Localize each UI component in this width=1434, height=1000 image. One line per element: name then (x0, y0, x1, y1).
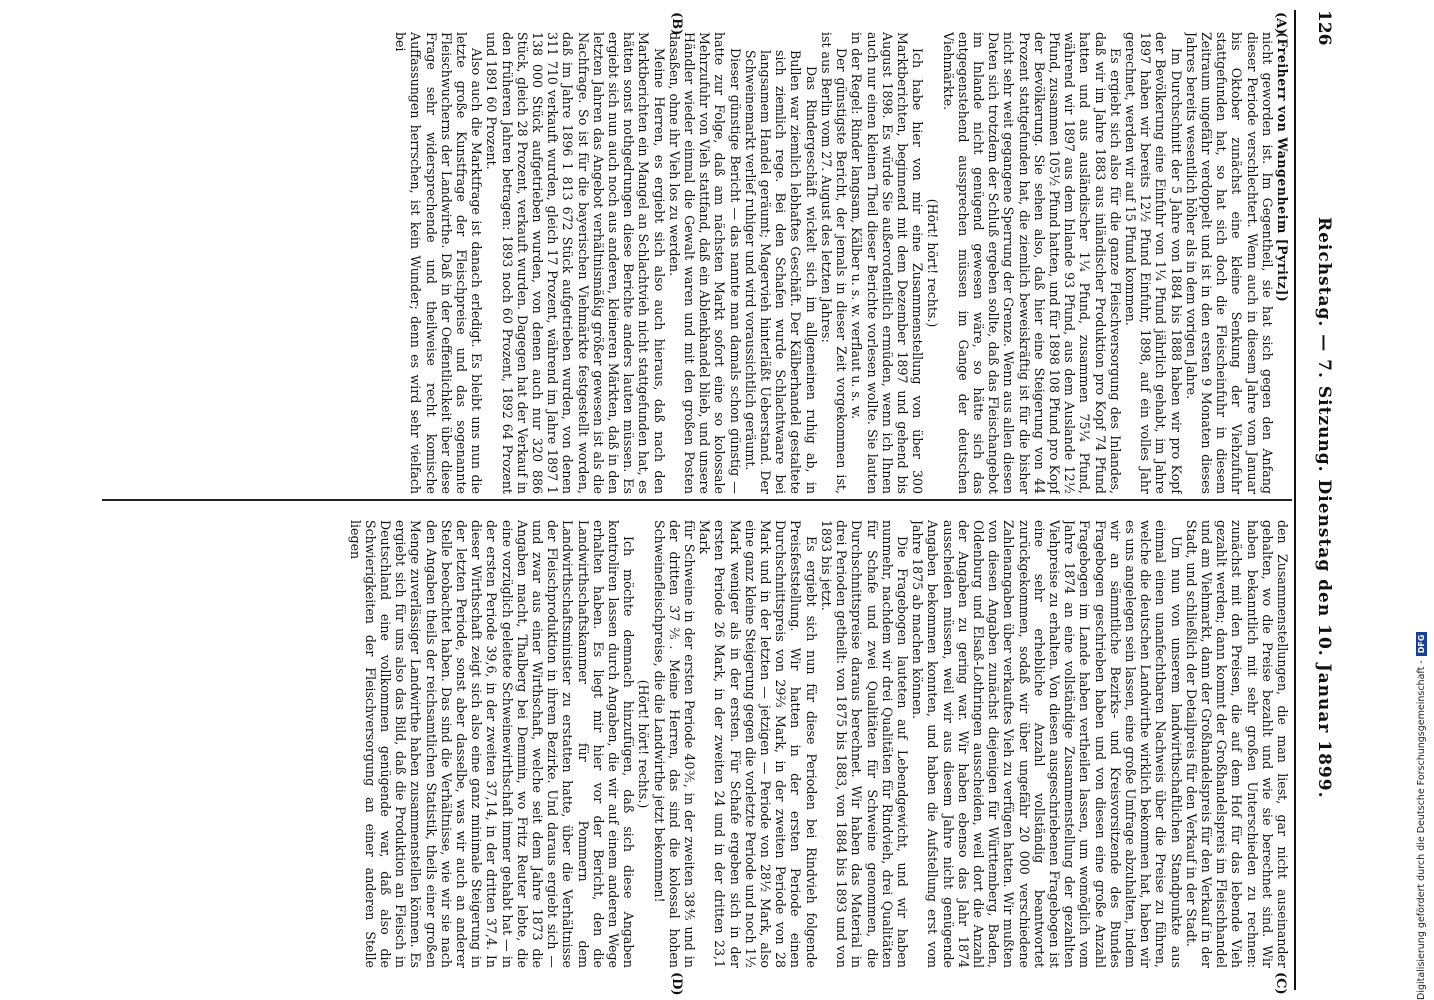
digitization-footer (1416, 632, 1427, 1000)
page-number: 126 (1314, 10, 1334, 46)
interjection: (Hört! hört! rechts.) (925, 198, 941, 328)
footer-text: Digitalisierung gefördert durch die Deutsche Forschungsgemeinschaft - (1416, 660, 1427, 1000)
paragraph: Ich habe hier von mir eine Zusammenstellung von über 300 Marktberichten, beginnend mit dem Dezember 1897 und gehend bis August 1898. Es würde Sie außerordentlich ermüden, wenn ich Ihnen auch nur einen kleinen Theil dieser Berichte vorlesen wollte. Sie lauten in der Regel: Rinder langsam, Kälber u. s. w. verflaut u. s. w. (849, 32, 926, 494)
paragraph: Im Durchschnitt der 5 Jahre von 1884 bis 1888 haben wir pro Kopf der Bevölkerung eine Einfuhr von 1¼ Pfund jährlich gehabt, im Jahre 1897 haben wir bereits 12½ Pfund Einfuhr, 1898, auf ein volles Jahr gerechnet, werden wir auf 15 Pfund kommen. (1122, 32, 1184, 494)
paragraph: Der günstigste Bericht, der jemals in dieser Zeit vorgekommen ist, ist aus Berlin vom 27. August des letzten Jahres: (818, 32, 850, 494)
document-page (44, 10, 1344, 996)
dfg-logo: DFG (1416, 632, 1427, 657)
paragraph: Um nun von unserem landwirthschaftlichen Standpunkte aus einmal einen unanfechtbaren Nachweis über die Preise zu führen, welche die deutschen Landwirthe wirklich bekommen hat, haben wir es uns angelegen sein lassen, eine große Umfrage abzuhalten, indem wir an sämmtliche Bezirks- und Kreisvorsitzende des Bundes Fragebogen geschrieben haben und von diesen eine große Anzahl Fragebogen im Lande haben vertheilen lassen, um womöglich vom Jahre 1874 an eine vollständige Zusammenstellung der gezahlten Viehpreise zu erhalten. Von diesen ausgeschriebenen Fragebogen ist eine sehr erhebliche Anzahl vollständig beantwortet zurückgekommen, sodaß wir über ungefähr 20 000 verschiedene Zahlenangaben über verkauftes Vieh zu verfügen hatten. Wir mußten von diesen Angaben zunächst diejenigen für Württemberg, Baden, Oldenburg und Elsaß-Lothringen ausscheiden, weil dort die Anzahl der Angaben zu gering war. Wir haben ebenso das Jahr 1874 ausscheiden müssen, weil wir aus diesem Jahre nicht genügende Angaben bekommen konnten, und haben die Aufstellung erst vom Jahre 1875 ab machen können. (910, 520, 1184, 968)
right-column (100, 520, 1290, 968)
quoted-report: Das Rindergeschäft wickelt sich im allgemeinen ruhig ab, in Bullen war ziemlich lebhaftes Geschäft. Der Kälberhandel gestaltete sich ziemlich rege. Bei den Schafen wurde Schlachtwaare bei langsamem Handel geräumt; Magervieh hinterläßt Ueberstand. Der Schweinemarkt verlief ruhiger und wird voraussichtlich geräumt. (742, 50, 819, 494)
paragraph: nicht geworden ist. Im Gegentheil, sie hat sich gegen den Anfang dieser Periode verschlechtert. Wenn auch in diesem Jahre vom Januar bis Oktober zunächst eine kleine Senkung der Viehzufuhr stattgefunden hat, so hat sich doch die Fleischeinfuhr in diesem Zeitraum ungefähr verdoppelt und ist in den ersten 9 Monaten dieses Jahres bereits wesentlich höher als in dem vorigen Jahre. (1183, 32, 1275, 494)
header-rule (1294, 10, 1296, 990)
margin-marker-a: (A) (1273, 12, 1288, 35)
paragraph: Es ergiebt sich also für die ganze Fleischversorgung des Inlandes, daß wir im Jahre 1883 aus inländischer Produktion pro Kopf 74 Pfund hatten und aus ausländischer 1¼ Pfund, zusammen 75¼ Pfund, während wir 1897 aus dem Inlande 93 Pfund, aus dem Auslande 12½ Pfund, zusammen 105½ Pfund hatten, und für 1898 108 Pfund pro Kopf der Bevölkerung. Sie sehen also, daß hier eine Steigerung von 44 Prozent stattgefunden hat, die ziemlich beweiskräftig ist für die bisher nicht sehr weit gegangene Sperrung der Grenze. Wenn aus allen diesen Daten sich trotzdem der Schluß ergeben sollte, daß das Fleischangebot im Inlande nicht genügend gewesen wäre, so hätte sich das entgegenstehend aussprechen müssen im Gange der deutschen Viehmärkte. (940, 32, 1123, 494)
paragraph: Dieser günstige Bericht — das nannte man damals schon günstig — hatte zur Folge, daß am nächsten Markt sofort eine so kolossale Mehrzufuhr von Vieh stattfand, daß ein Ablenkhandel blieb, und unsere Händler wieder einmal die Gewalt waren und mit den großen Posten dasaßen, ohne ihr Vieh los zu werden. (666, 32, 743, 494)
page-header (1304, 10, 1344, 990)
speaker-label: (Freiherr von Wangenheim [Pyritz]) (1275, 32, 1290, 303)
paragraph: Ich möchte demnach hinzufügen, daß sich diese Angaben kontroliren lassen durch Angaben, die wir auf einem anderen Wege erhalten haben. Es liegt mir hier vor der Bericht, den die Landwirthschaftskammer für Pommern dem Landwirthschaftsminister zu erstatten hatte, über die Verhältnisse der Fleischproduktion in ihrem Bezirke. Und daraus ergiebt sich — und zwar aus einer Wirthschaft, welche seit dem Jahre 1873 die Angaben macht, Thalberg bei Demmin, wo Fritz Reuter lebte, die eine vorzüglich geleitete Schweinewirthschaft immer gehabt hat — in der ersten Periode 39,6, in der zweiten 37,14, in der dritten 37,4. In dieser Wirthschaft zeigt sich also eine ganz minimale Steigerung in der letzten Periode, sonst aber dasselbe, was wir auch an anderer Stelle beobachtet haben. Das sind die Verhältnisse, wie wir sie nach den Angaben theils der reichsamtlichen Statistik, theils einer großen Menge zuverlässiger Landwirthe haben zusammenstellen können. Es ergiebt sich für uns also das Bild, daß die Produktion an Fleisch in Deutschland eine vollkommen genügende war, daß also die Schwierigkeiten der Fleischversorgung an einer anderen Stelle liegen (347, 520, 637, 968)
margin-marker-b: (B) (669, 12, 684, 36)
paragraph: für Schweine in der ersten Periode 40⅗, in der zweiten 38⅘ und in der dritten 37⅖. Meine Herren, das sind die kolossal hohen Schweinefleischpreise, die die Landwirthe jetzt bekommen! (651, 520, 698, 968)
page-title: Reichstag. — 7. Sitzung. Dienstag den 10. Januar 1899. (1314, 216, 1334, 799)
column-divider (102, 499, 1292, 501)
paragraph: den Zusammenstellungen, die man liest, gar nicht auseinander gehalten, wo die Preise bezahlt und wie sie berechnet sind. Wir haben bekanntlich mit sehr großen Unterschieden zu rechnen: zunächst mit den Preisen, die auf dem Hof für das lebende Vieh gezahlt werden; dann kommt der Großhandelspreis im Fleischhandel und am Viehmarkt, dann der Großhandelspreis für den Verkauf in der Stadt, und schließlich der Detailpreis für den Verkauf in der Stadt. (1183, 520, 1290, 968)
left-column (100, 32, 1290, 494)
interjection: (Hört! hört! rechts.) (636, 679, 652, 809)
paragraph: Es ergiebt sich nun für diese Perioden bei Rindvieh folgende Preisfeststellung. Wir hatten in der ersten Periode einen Durchschnittspreis von 29⅔ Mark, in der zweiten Periode von 28 Mark und in der letzten — jetzigen — Periode von 28½ Mark, also eine ganz kleine Steigerung gegen die vorletzte Periode und noch 1½ Mark weniger als in der ersten. Für Schafe ergeben sich in der ersten Periode 26 Mark, in der zweiten 24 und in der dritten 23,1 Mark (697, 520, 819, 968)
paragraph: Also auch die Marktfrage ist danach erledigt. Es bleibt uns nun die letzte große Kunstfrage der Fleischpreise und das sogenannte Fleischwucherns der Landwirthe. Daß in der Oeffentlichkeit über diese Frage sehr widersprechende und theilweise recht komische Auffassungen herrschen, ist kein Wunder; denn es wird sehr vielfach bei (393, 32, 485, 494)
margin-marker-d: (D) (669, 972, 684, 996)
paragraph: Die Fragebogen lauteten auf Lebendgewicht, und wir haben nunmehr, nachdem wir drei Qualitäten für Rindvieh, drei Qualitäten für Schafe und zwei Qualitäten für Schweine genommen, die Durchschnittspreise daraus berechnet. Wir haben das Material in drei Perioden getheilt: von 1875 bis 1883, von 1884 bis 1893 und von 1893 bis jetzt. (818, 520, 910, 968)
margin-marker-c: (C) (1273, 972, 1288, 995)
paragraph: Meine Herren, es ergiebt sich also auch hieraus, daß nach den Marktberichten ein Mangel an Schlachtvieh nicht stattgefunden hat, es hätten sonst nothgedrungen diese Berichte anders lauten müssen. Es ergiebt sich nun auch noch aus anderen, kleineren Märkten, daß in den letzten Jahren das Angebot verhältnismäßig größer gewesen ist als die Nachfrage. So ist für die bayerischen Viehmärkte festgestellt worden, daß im Jahre 1896 1 813 672 Stück aufgetrieben wurden, von denen 311 710 verkauft wurden, gleich 17 Prozent, während im Jahre 1897 1 138 000 Stück aufgetrieben wurden, von denen auch nur 320 886 Stück, gleich 28 Prozent, verkauft wurden. Dagegen hat der Verkauf in den früheren Jahren betragen: 1893 noch 60 Prozent, 1892 64 Prozent und 1891 60 Prozent. (484, 32, 667, 494)
